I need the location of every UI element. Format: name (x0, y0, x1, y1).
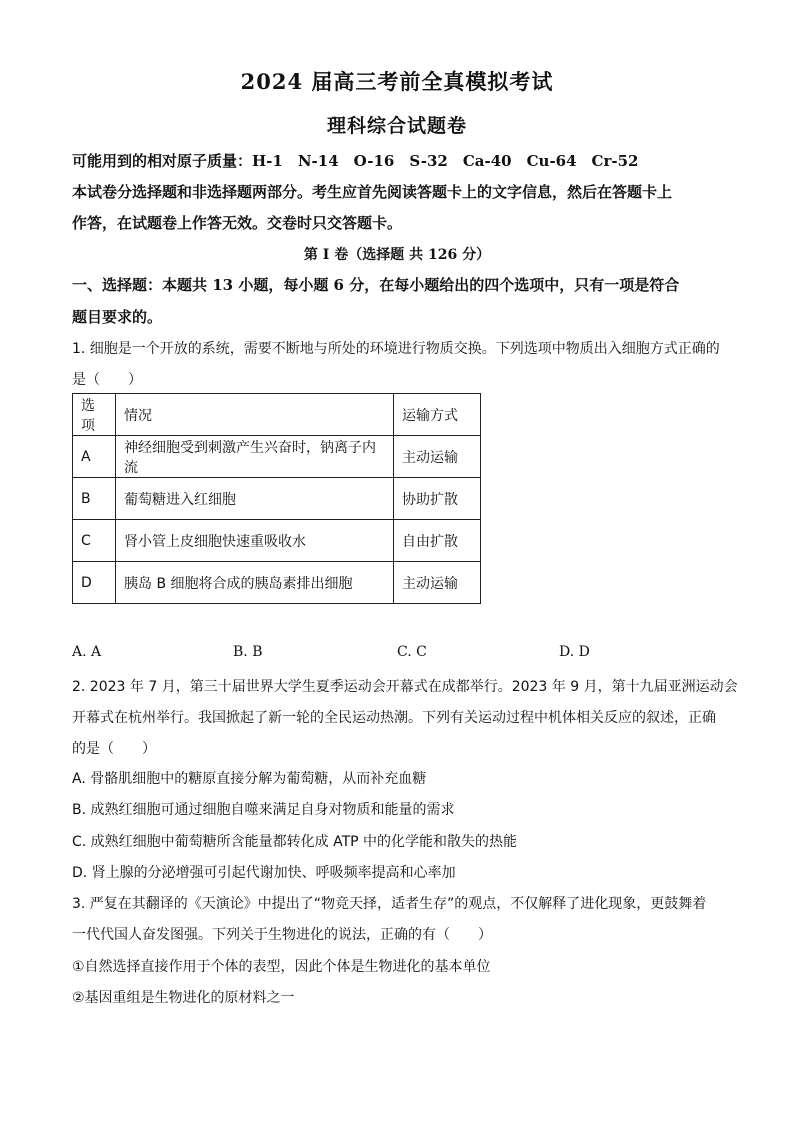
table-cell: 胰岛 B 细胞将合成的胰岛素排出细胞 (116, 562, 394, 604)
q1-options-table (72, 393, 481, 604)
choice-b: B. B (233, 644, 263, 660)
table-row (73, 478, 481, 520)
section-heading-line-1: 一、选择题：本题共 13 小题，每小题 6 分，在每小题给出的四个选项中，只有一项是符合 (72, 276, 680, 294)
q1-stem-line-2: 是（ ） (72, 372, 142, 388)
table-cell: 主动运输 (394, 562, 481, 604)
choice-d: D. D (559, 644, 590, 660)
q3-item-1: ①自然选择直接作用于个体的表型，因此个体是生物进化的基本单位 (72, 959, 491, 975)
instruction-line-2: 作答，在试题卷上作答无效。交卷时只交答题卡。 (72, 214, 403, 232)
choice-a: A. A (72, 644, 102, 660)
table-cell: 主动运输 (394, 436, 481, 478)
q3-stem-line-1: 3. 严复在其翻译的《天演论》中提出了“物竞天择，适者生存”的观点，不仅解释了进化现象，更鼓舞着 (72, 896, 707, 912)
q2-stem-line-1: 2. 2023 年 7 月，第三十届世界大学生夏季运动会开幕式在成都举行。2023 年 9 月，第十九届亚洲运动会 (72, 679, 738, 695)
table-cell: 肾小管上皮细胞快速重吸收水 (116, 520, 394, 562)
table-cell: C (73, 520, 116, 562)
part-title: 第 I 卷（选择题 共 126 分） (303, 247, 491, 263)
q2-stem-line-2: 开幕式在杭州举行。我国掀起了新一轮的全民运动热潮。下列有关运动过程中机体相关反应的叙述，正确 (72, 710, 716, 726)
table-cell: 神经细胞受到刺激产生兴奋时，钠离子内流 (116, 436, 394, 478)
table-header-cell: 情况 (116, 394, 394, 436)
q1-stem-line-1: 1. 细胞是一个开放的系统，需要不断地与所处的环境进行物质交换。下列选项中物质出入细胞方式正确的 (72, 341, 720, 357)
section-heading-line-2: 题目要求的。 (72, 308, 163, 326)
table-row (73, 562, 481, 604)
q2-stem-line-3: 的是（ ） (72, 741, 156, 757)
table-cell: A (73, 436, 116, 478)
q3-item-2: ②基因重组是生物进化的原材料之一 (72, 990, 295, 1006)
table-cell: 协助扩散 (394, 478, 481, 520)
choice-c: C. C (397, 644, 427, 660)
atomic-mass-note: 可能用到的相对原子质量：H-1 N-14 O-16 S-32 Ca-40 Cu-64 Cr-52 (72, 152, 639, 170)
table-row (73, 436, 481, 478)
q2-option-b: B. 成熟红细胞可通过细胞自噬来满足自身对物质和能量的需求 (72, 802, 455, 818)
q3-stem-line-2: 一代代国人奋发图强。下列关于生物进化的说法，正确的有（ ） (72, 927, 492, 943)
page-title: 2024 届高三考前全真模拟考试 (240, 69, 554, 94)
q2-option-d: D. 肾上腺的分泌增强可引起代谢加快、呼吸频率提高和心率加 (72, 865, 456, 881)
q2-option-c: C. 成熟红细胞中葡萄糖所含能量都转化成 ATP 中的化学能和散失的热能 (72, 834, 518, 850)
table-cell: 自由扩散 (394, 520, 481, 562)
table-cell: B (73, 478, 116, 520)
table-cell: D (73, 562, 116, 604)
table-row (73, 520, 481, 562)
table-header-row (73, 394, 481, 436)
table-header-cell: 选项 (73, 394, 116, 436)
q2-option-a: A. 骨骼肌细胞中的糖原直接分解为葡萄糖，从而补充血糖 (72, 771, 427, 787)
table-header-cell: 运输方式 (394, 394, 481, 436)
page-subtitle: 理科综合试题卷 (326, 115, 467, 137)
table-cell: 葡萄糖进入红细胞 (116, 478, 394, 520)
instruction-line-1: 本试卷分选择题和非选择题两部分。考生应首先阅读答题卡上的文字信息，然后在答题卡上 (72, 183, 673, 201)
